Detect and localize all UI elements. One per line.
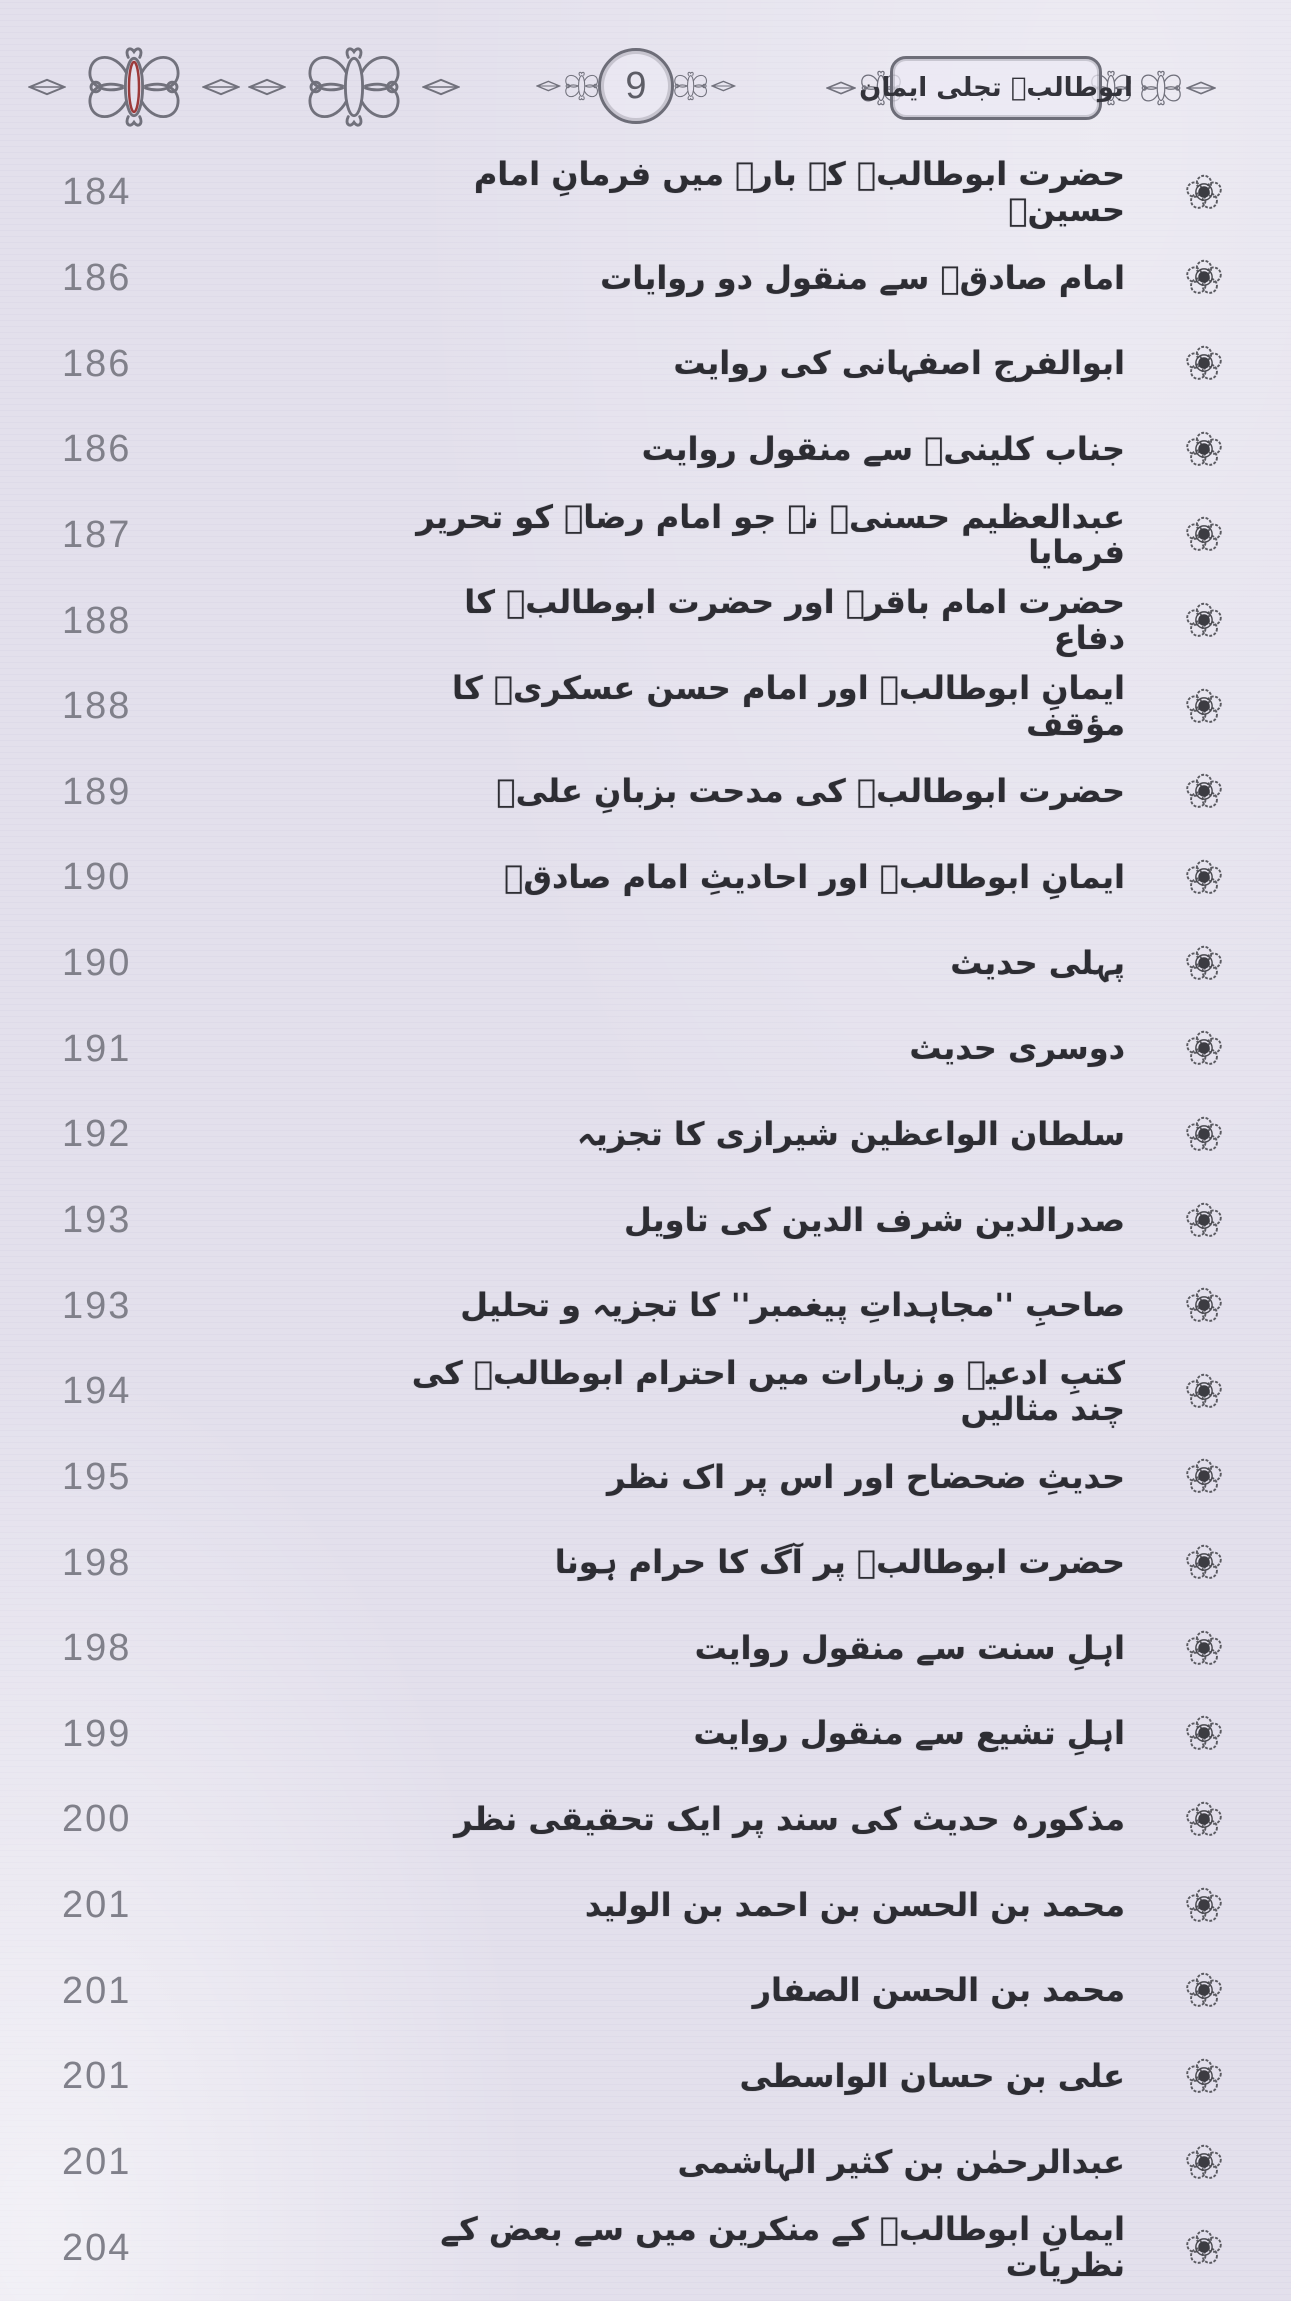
diamond-arrow-icon [1186, 78, 1216, 98]
toc-entry-row [0, 921, 1291, 1007]
entry-title: ایمانِ ابوطالبؑ کے منکرین میں سے بعض کے نظریات [440, 2210, 1125, 2285]
toc-entry-row [0, 2205, 1291, 2291]
entry-title: کتبِ ادعیہ و زیارات میں احترام ابوطالبؑ کی چند مثالیں [411, 1353, 1125, 1428]
entry-page-number: 186 [62, 342, 132, 385]
toc-entry-row [0, 150, 1291, 236]
entry-title: ایمانِ ابوطالبؑ اور امام حسن عسکریؑ کا مؤقف [452, 668, 1125, 743]
book-title-box [859, 56, 1133, 120]
rosette-flower-icon [1181, 2225, 1227, 2271]
book-title: ابوطالبؑ تجلی ایمان [859, 73, 1133, 103]
entry-title: اہلِ تشیع سے منقول روایت [693, 1714, 1125, 1753]
entry-title: جناب کلینیؒ سے منقول روایت [641, 429, 1125, 468]
entry-page-number: 201 [62, 1969, 132, 2012]
entry-page-number: 189 [62, 770, 132, 813]
rosette-flower-icon [1181, 769, 1227, 815]
entry-title: محمد بن الحسن بن احمد بن الولید [584, 1885, 1125, 1924]
entry-title: پہلی حدیث [950, 943, 1125, 982]
rosette-flower-icon [1181, 170, 1227, 216]
diamond-arrow-icon [711, 76, 736, 96]
toc-entry-row [0, 236, 1291, 322]
page-header [0, 0, 1291, 148]
entry-page-number: 193 [62, 1284, 132, 1327]
arabesque-band-icon [248, 44, 460, 130]
rosette-flower-icon [1181, 1540, 1227, 1586]
entry-page-number: 201 [62, 2141, 132, 2184]
entry-page-number: 186 [62, 256, 132, 299]
rosette-flower-icon [1181, 2054, 1227, 2100]
rosette-flower-icon [1181, 255, 1227, 301]
entry-title: صاحبِ ''مجاہداتِ پیغمبر'' کا تجزیہ و تحلیل [460, 1286, 1125, 1325]
page-number: 9 [625, 64, 647, 107]
toc-entry-row [0, 1948, 1291, 2034]
entry-title: امام صادقؑ سے منقول دو روایات [600, 258, 1125, 297]
toc-entry-row [0, 1092, 1291, 1178]
entry-page-number: 199 [62, 1712, 132, 1755]
rosette-flower-icon [1181, 341, 1227, 387]
diamond-arrow-icon [826, 78, 856, 98]
toc-entry-row [0, 1263, 1291, 1349]
rosette-flower-icon [1181, 1198, 1227, 1244]
entry-page-number: 188 [62, 685, 132, 728]
entry-title: علی بن حسان الواسطی [739, 2057, 1125, 2095]
toc-entry-row [0, 749, 1291, 835]
toc-entry-row [0, 1863, 1291, 1949]
toc-entry-row [0, 578, 1291, 664]
entry-page-number: 191 [62, 1027, 132, 1070]
toc-entry-row [0, 1178, 1291, 1264]
rosette-flower-icon [1181, 1369, 1227, 1415]
floral-wing-icon [670, 57, 711, 115]
rosette-flower-icon [1181, 1283, 1227, 1329]
entry-title: صدرالدین شرف الدین کی تاویل [624, 1200, 1125, 1239]
rosette-flower-icon [1181, 855, 1227, 901]
entry-title: عبدالرحمٰن بن کثیر الہاشمی [677, 2142, 1125, 2181]
entry-page-number: 204 [62, 2226, 132, 2269]
rosette-flower-icon [1181, 1968, 1227, 2014]
entry-page-number: 198 [62, 1627, 132, 1670]
entry-title: ایمانِ ابوطالبؑ اور احادیثِ امام صادقؑ [504, 858, 1125, 897]
page-number-medallion [536, 42, 736, 130]
entry-title: حضرت ابوطالبؑ کی مدحت بزبانِ علیؑ [496, 772, 1125, 811]
entry-page-number: 187 [62, 513, 132, 556]
entry-title: حدیثِ ضحضاح اور اس پر اک نظر [606, 1457, 1125, 1496]
toc-list [0, 150, 1291, 2291]
entry-title: دوسری حدیث [909, 1029, 1125, 1068]
rosette-flower-icon [1181, 684, 1227, 730]
entry-page-number: 190 [62, 942, 132, 985]
entry-page-number: 188 [62, 599, 132, 642]
toc-entry-row [0, 1349, 1291, 1435]
toc-entry-row [0, 407, 1291, 493]
toc-entry-row [0, 1606, 1291, 1692]
entry-title: حضرت ابوطالبؑ کے بارے میں فرمانِ امام حسینؑ [473, 154, 1125, 229]
entry-page-number: 194 [62, 1370, 132, 1413]
entry-page-number: 201 [62, 1884, 132, 1927]
entry-page-number: 193 [62, 1199, 132, 1241]
rosette-flower-icon [1181, 512, 1227, 558]
entry-title: اہلِ سنت سے منقول روایت [694, 1628, 1125, 1667]
entry-title: حضرت امام باقرؑ اور حضرت ابوطالبؑ کا دفاع [464, 583, 1125, 658]
entry-page-number: 201 [62, 2055, 132, 2098]
arabesque-band-icon [28, 44, 240, 130]
rosette-flower-icon [1181, 1112, 1227, 1158]
toc-entry-row [0, 2034, 1291, 2120]
toc-entry-row [0, 1006, 1291, 1092]
rosette-flower-icon [1181, 598, 1227, 644]
toc-entry-row [0, 2120, 1291, 2206]
entry-page-number: 184 [62, 171, 132, 214]
rosette-flower-icon [1181, 1626, 1227, 1672]
entry-page-number: 198 [62, 1541, 132, 1584]
toc-entry-row [0, 664, 1291, 750]
floral-wing-icon [561, 57, 602, 115]
toc-entry-row [0, 1692, 1291, 1778]
entry-title: محمد بن الحسن الصفار [752, 1971, 1125, 2010]
rosette-flower-icon [1181, 1883, 1227, 1929]
title-cartouche [826, 46, 1278, 130]
toc-entry-row [0, 1520, 1291, 1606]
entry-page-number: 186 [62, 428, 132, 471]
rosette-flower-icon [1181, 427, 1227, 473]
rosette-flower-icon [1181, 1797, 1227, 1843]
rosette-flower-icon [1181, 2140, 1227, 2186]
toc-entry-row [0, 1435, 1291, 1521]
entry-title: ابوالفرج اصفہانی کی روایت [673, 344, 1125, 383]
entry-page-number: 192 [62, 1113, 132, 1156]
toc-entry-row [0, 321, 1291, 407]
diamond-arrow-icon [536, 76, 561, 96]
rosette-flower-icon [1181, 1026, 1227, 1072]
floral-wing-icon [1136, 59, 1186, 117]
entry-page-number: 190 [62, 856, 132, 899]
entry-title: مذکورہ حدیث کی سند پر ایک تحقیقی نظر [454, 1800, 1125, 1839]
rosette-flower-icon [1181, 1711, 1227, 1757]
toc-entry-row [0, 835, 1291, 921]
entry-title: عبدالعظیم حسنیؒ نے جو امام رضاؑ کو تحریر فرمایا [416, 497, 1125, 572]
entry-title: حضرت ابوطالبؑ پر آگ کا حرام ہونا [554, 1543, 1125, 1582]
rosette-flower-icon [1181, 1454, 1227, 1500]
toc-entry-row [0, 493, 1291, 579]
entry-page-number: 200 [62, 1798, 132, 1841]
page-number-badge [598, 48, 674, 124]
rosette-flower-icon [1181, 941, 1227, 987]
toc-entry-row [0, 1777, 1291, 1863]
entry-title: سلطان الواعظین شیرازی کا تجزیہ [576, 1114, 1125, 1153]
entry-page-number: 195 [62, 1455, 132, 1498]
